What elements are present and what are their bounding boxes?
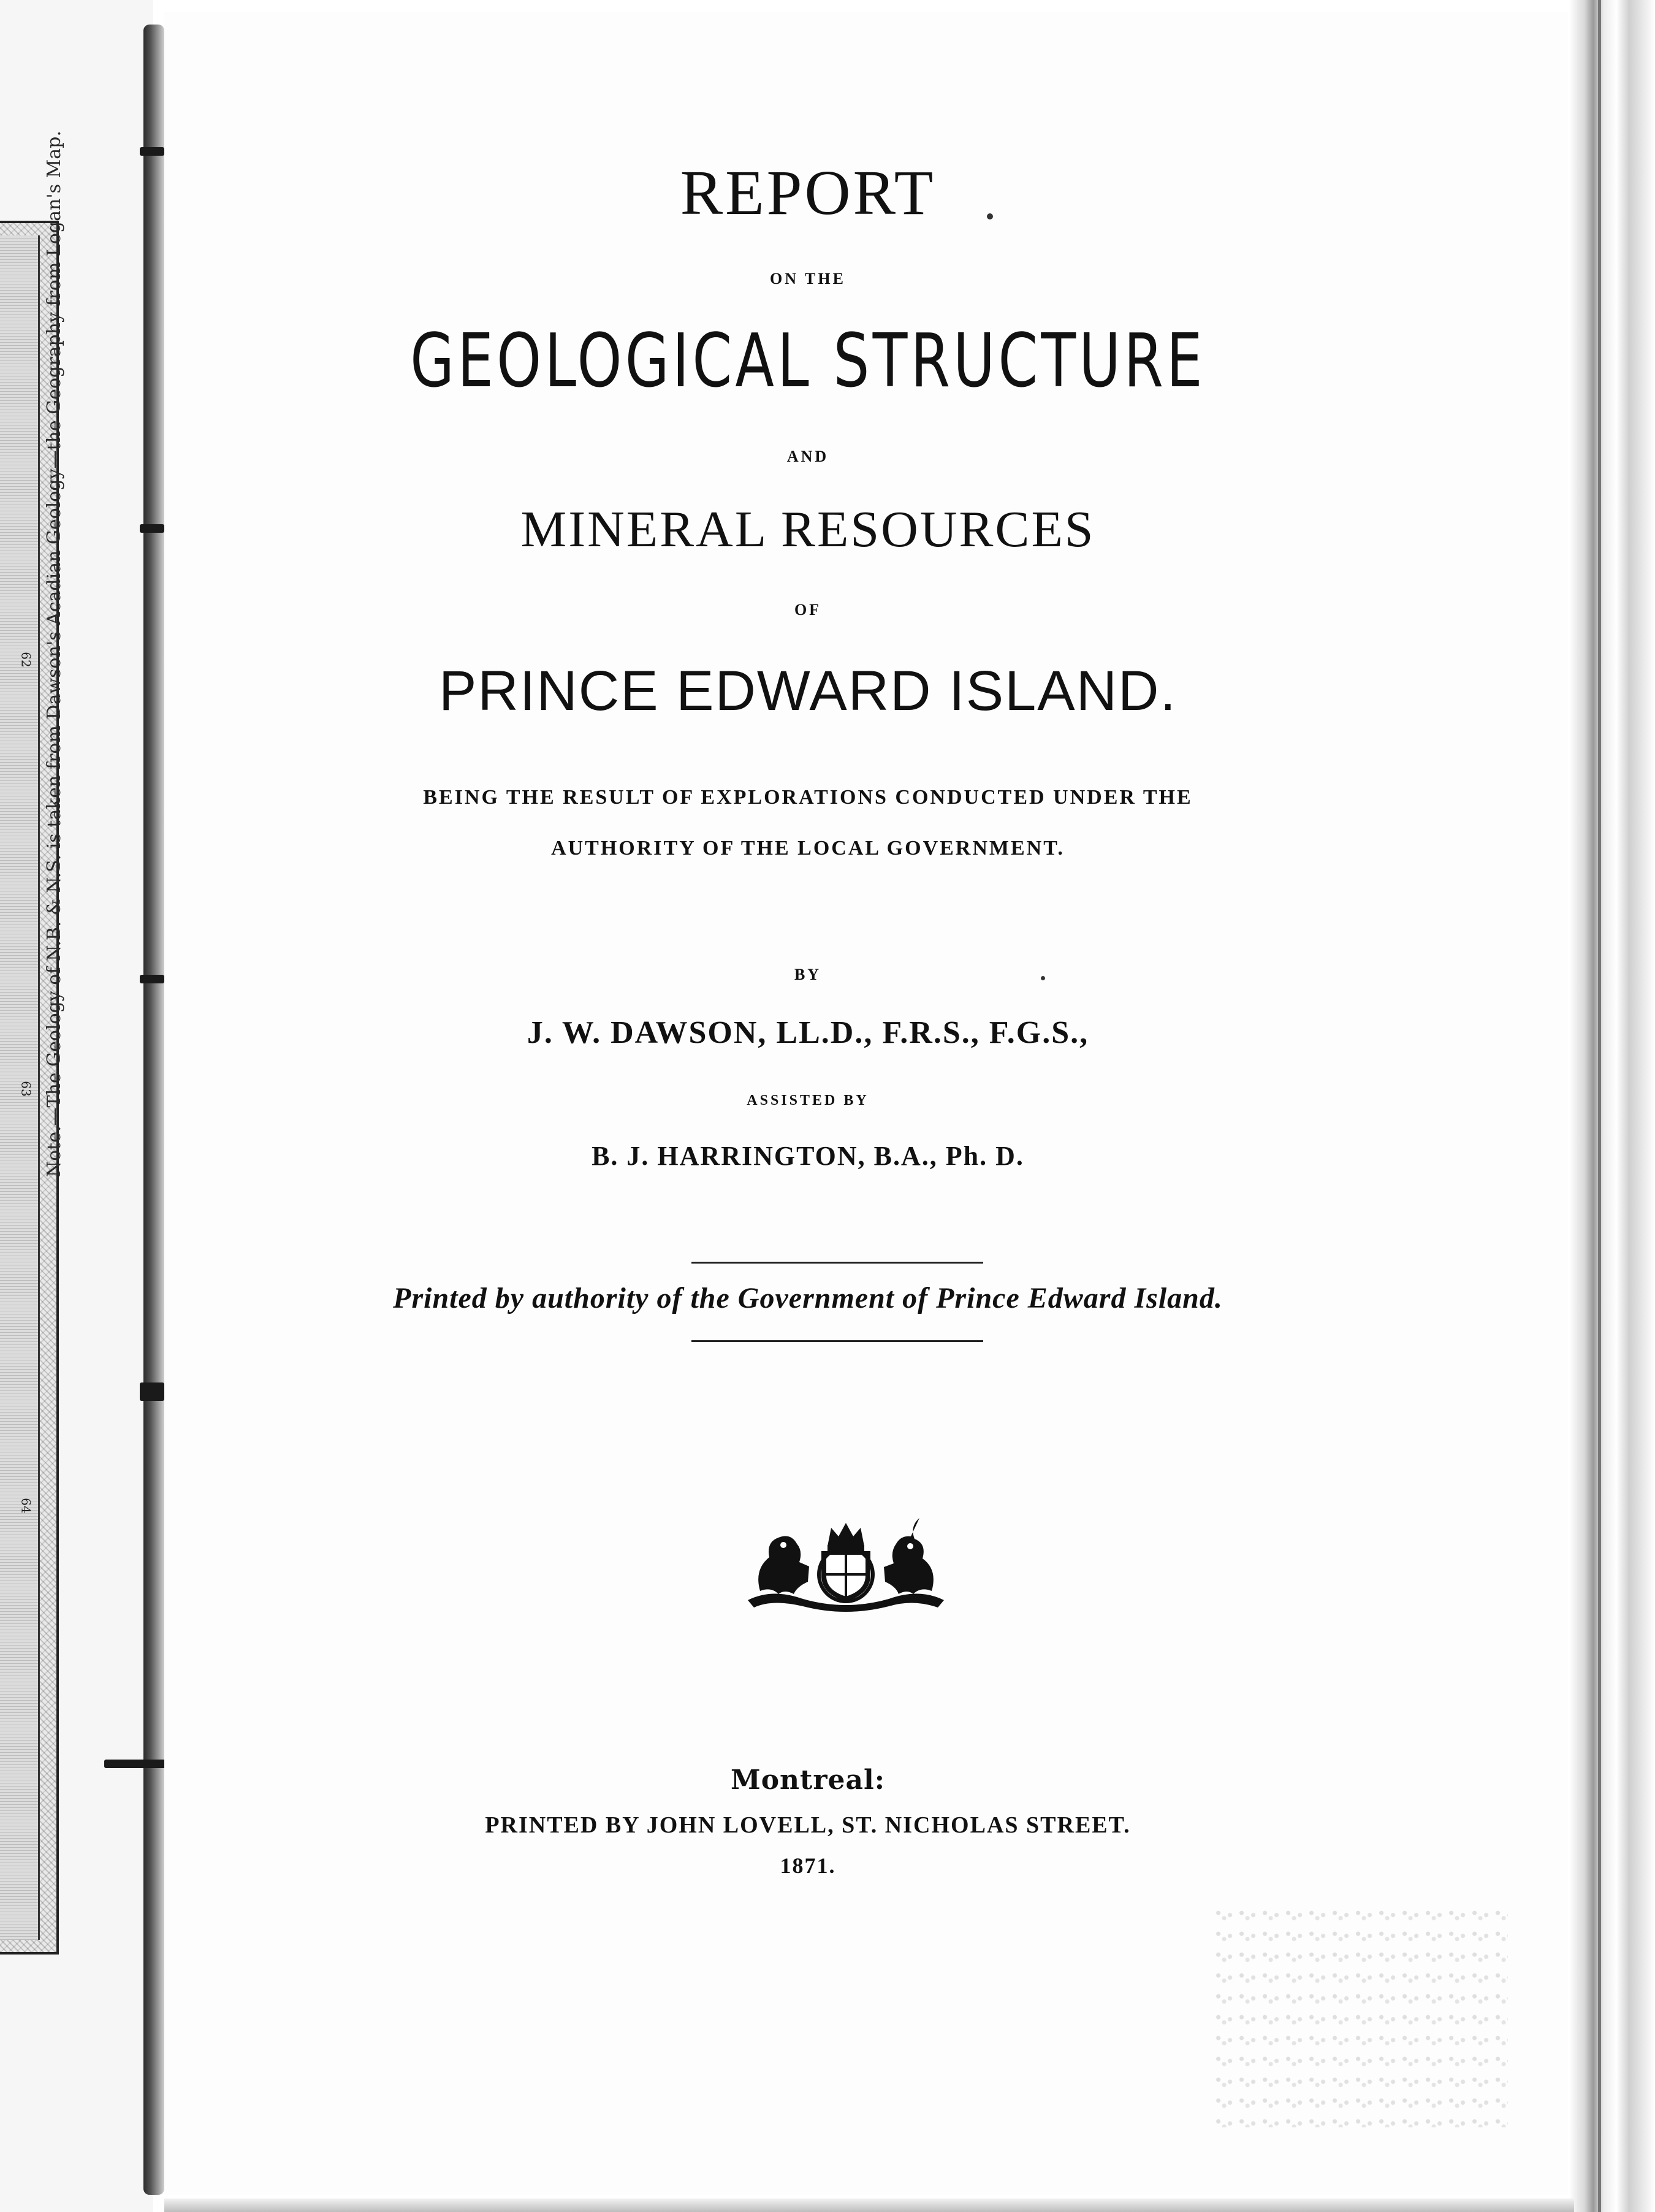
- title-prince-edward-island: PRINCE EDWARD ISLAND.: [438, 660, 1178, 722]
- authority-note: Printed by authority of the Government of Prince Edward Island.: [393, 1282, 1223, 1314]
- joiner-and: AND: [786, 448, 829, 465]
- subtitle-line-1: BEING THE RESULT OF EXPLORATIONS CONDUCTED UNDER THE: [423, 786, 1193, 809]
- rule-top: [691, 1262, 983, 1264]
- author-name: J. W. DAWSON, LL.D., F.R.S., F.G.S.,: [527, 1015, 1089, 1050]
- by-label: BY: [794, 966, 822, 983]
- assisted-by-label: ASSISTED BY: [747, 1093, 869, 1108]
- royal-coat-of-arms-icon: [736, 1514, 956, 1612]
- title-report: REPORT: [680, 158, 936, 228]
- map-longitude-label: 64: [18, 1498, 34, 1514]
- binding-stitch: [140, 147, 164, 156]
- binding-stitch: [140, 1382, 164, 1401]
- imprint-place: Montreal:: [730, 1764, 885, 1796]
- ink-speck: [1041, 976, 1045, 980]
- paper-stain: [1214, 1907, 1508, 2127]
- joiner-on-the: ON THE: [770, 270, 846, 288]
- page-edge-line: [1598, 0, 1601, 2212]
- subtitle-line-2: AUTHORITY OF THE LOCAL GOVERNMENT.: [551, 837, 1065, 860]
- imprint-year: 1871.: [780, 1853, 836, 1878]
- title-geological-structure: GEOLOGICAL STRUCTURE: [410, 319, 1206, 404]
- joiner-of: OF: [794, 601, 822, 619]
- page-stack-edge: [1569, 0, 1655, 2212]
- assistant-name: B. J. HARRINGTON, B.A., Ph. D.: [592, 1141, 1024, 1171]
- rule-bottom: [691, 1340, 983, 1342]
- map-longitude-label: 62: [18, 652, 34, 668]
- page-bottom-edge: [164, 2199, 1574, 2212]
- map-longitude-label: 63: [18, 1081, 34, 1097]
- title-mineral-resources: MINERAL RESOURCES: [520, 501, 1095, 558]
- ink-speck: [987, 213, 993, 219]
- imprint-printer: PRINTED BY JOHN LOVELL, ST. NICHOLAS STREET.: [485, 1812, 1131, 1838]
- map-note: Note.—The Geology of N.B. & N.S. is taken from Dawson's Acadian Geology—the Geography from Logan's Map.: [44, 131, 65, 1177]
